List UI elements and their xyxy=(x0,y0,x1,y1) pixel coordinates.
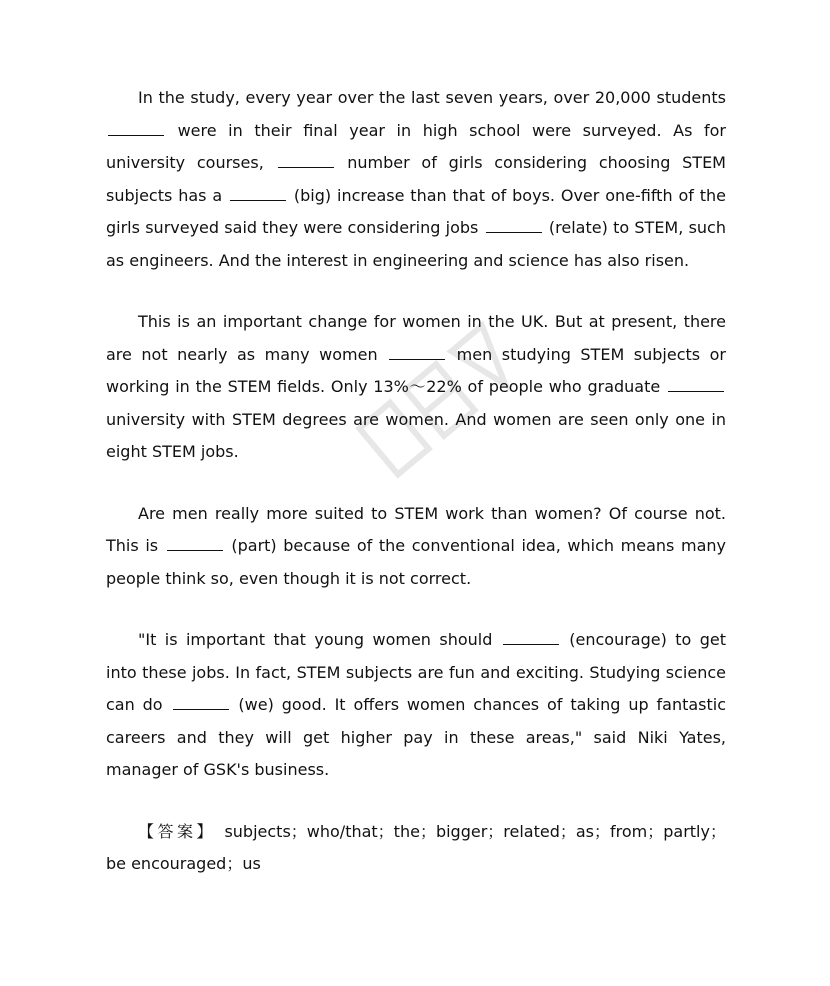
blank-1[interactable] xyxy=(108,120,164,136)
blank-4[interactable] xyxy=(486,217,542,233)
paragraph-1-text-5: (relate) to STEM, such as engineers. And the interest in engineering and science has also risen. xyxy=(106,218,726,270)
document-page xyxy=(106,82,726,881)
answer-text: subjects；who/that；the；bigger；related；as；from；partly；be encouraged；us xyxy=(106,821,726,873)
paragraph-2-text-2: men studying STEM subjects or working in the STEM fields. Only 13%～22% of people who graduate xyxy=(106,344,726,396)
paragraph-3-text-1: Are men really more suited to STEM work than women? Of course not. This is xyxy=(106,503,726,555)
paragraph-4 xyxy=(106,624,726,787)
paragraph-1-text-4: (big) increase than that of boys. Over one-fifth of the girls surveyed said they were considering jobs xyxy=(106,185,726,237)
blank-7[interactable] xyxy=(167,535,223,551)
blank-6[interactable] xyxy=(668,376,724,392)
paragraph-4-text-3: (we) good. It offers women chances of taking up fantastic careers and they will get higher pay in these areas," said Niki Yates, manager of GSK's business. xyxy=(106,695,727,779)
paragraph-1 xyxy=(106,82,726,277)
paragraph-2-text-1: This is an important change for women in the UK. But at present, there are not nearly as many women xyxy=(106,312,726,364)
blank-2[interactable] xyxy=(278,152,334,168)
blank-3[interactable] xyxy=(230,185,286,201)
answer-label: 【答案】 xyxy=(138,821,216,841)
paragraph-3 xyxy=(106,498,726,596)
answer-block xyxy=(106,816,726,881)
paragraph-3-text-2: (part) because of the conventional idea, which means many people think so, even though it is not correct. xyxy=(106,536,726,588)
blank-8[interactable] xyxy=(503,629,559,645)
paragraph-1-text-3: number of girls considering choosing STEM subjects has a xyxy=(106,153,726,205)
paragraph-1-text-1: In the study, every year over the last seven years, over 20,000 students xyxy=(138,88,726,107)
blank-5[interactable] xyxy=(389,344,445,360)
paragraph-1-text-2: were in their final year in high school were surveyed. As for university courses, xyxy=(106,120,726,172)
paragraph-4-text-1: "It is important that young women should xyxy=(138,630,493,649)
paragraph-2-text-3: university with STEM degrees are women. And women are seen only one in eight STEM jobs. xyxy=(106,409,726,461)
blank-9[interactable] xyxy=(173,694,229,710)
paragraph-2 xyxy=(106,306,726,469)
paragraph-4-text-2: (encourage) to get into these jobs. In fact, STEM subjects are fun and exciting. Studying science can do xyxy=(106,630,727,714)
